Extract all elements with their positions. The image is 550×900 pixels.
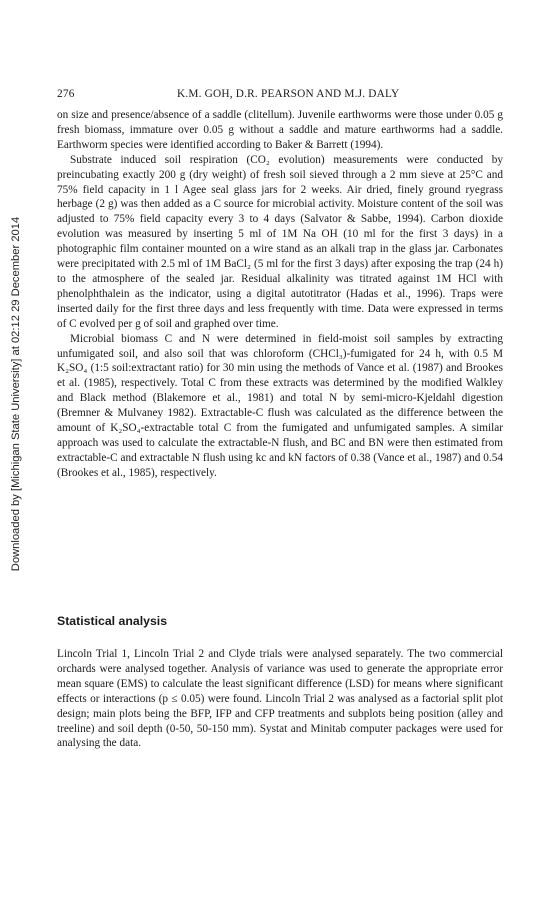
running-head — [57, 88, 503, 104]
paragraph-biomass: Microbial biomass C and N were determined in field-moist soil samples by extracting unfumigated soil, and also soil that was chloroform (CHCl₃)-fumigated for 24 h, with 0.5 M K₂SO₄ (1:5 soil:extractant ratio) for 30 min using the methods of Vance et al. (1987) and Brookes et al. (1985), respectively. Total C from these extracts was determined by the modified Walkley and Black method (Blakemore et al., 1981) and total N by semi-micro-Kjeldahl digestion (Bremner & Mulvaney 1982). Extractable-C flush was calculated as the difference between the amount of K₂SO₄-extractable total C from the fumigated and unfumigated samples. A similar approach was used to calculate the extractable-N flush, and BC and BN were then estimated from extractable-C and extractable N flush using kc and kN factors of 0.38 (Vance et al., 1987) and 0.54 (Brookes et al., 1985), respectively. — [57, 332, 503, 479]
section-heading: Statistical analysis — [57, 614, 168, 628]
body-text — [57, 108, 503, 481]
download-watermark-text: Downloaded by [Michigan State University] at 02:12 29 December 2014 — [10, 216, 22, 572]
paragraph-earthworm: on size and presence/absence of a saddle (clitellum). Juvenile earthworms were those under 0.05 g fresh biomass, immature over 0.05 g without a saddle and mature earthworms had a saddle. Earthworm species were identified according to Baker & Barrett (1994). — [57, 109, 503, 151]
section-body — [57, 647, 503, 751]
paragraph-statistics: Lincoln Trial 1, Lincoln Trial 2 and Clyde trials were analysed separately. The two commercial orchards were analysed together. Analysis of variance was used to generate the appropriate error mean square (EMS) to calculate the least significant difference (LSD) for means where significant effects or interactions (p ≤ 0.05) were found. Lincoln Trial 2 was analysed as a factorial split plot design; main plots being the BFP, IFP and CFP treatments and subplots being position (alley and treeline) and soil depth (0-50, 50-150 mm). Systat and Minitab computer packages were used for analysing the data. — [57, 648, 503, 750]
page-number: 276 — [57, 88, 75, 100]
running-head-authors: K.M. GOH, D.R. PEARSON AND M.J. DALY — [177, 88, 400, 100]
paragraph-respiration: Substrate induced soil respiration (CO₂ evolution) measurements were conducted by preincubating exactly 200 g (dry weight) of fresh soil sieved through a 2 mm sieve at 25°C and 75% field capacity in 1 l Agee seal glass jars for 2 weeks. Air dried, finely ground ryegrass herbage (2 g) was then added as a C source for microbial activity. Moisture content of the soil was adjusted to 75% field capacity every 3 to 4 days (Salvator & Sabbe, 1994). Carbon dioxide evolution was measured by inserting 5 ml of 1M Na OH (10 ml for the first 3 days) in a photographic film container mounted on a wire stand as an alkali trap in the glass jar. Carbonates were precipitated with 2.5 ml of 1M BaCl₂ (5 ml for the first 3 days) after exposing the trap (24 h) to the atmosphere of the sealed jar. Residual alkalinity was titrated against 1M HCl with phenolphthalein as the indicator, using a digital autotitrator (Hadas et al., 1996). Traps were inserted daily for the first three days and less frequently with time. Data were expressed in terms of C evolved per g of soil and graphed over time. — [57, 153, 503, 330]
download-watermark — [2, 148, 24, 648]
